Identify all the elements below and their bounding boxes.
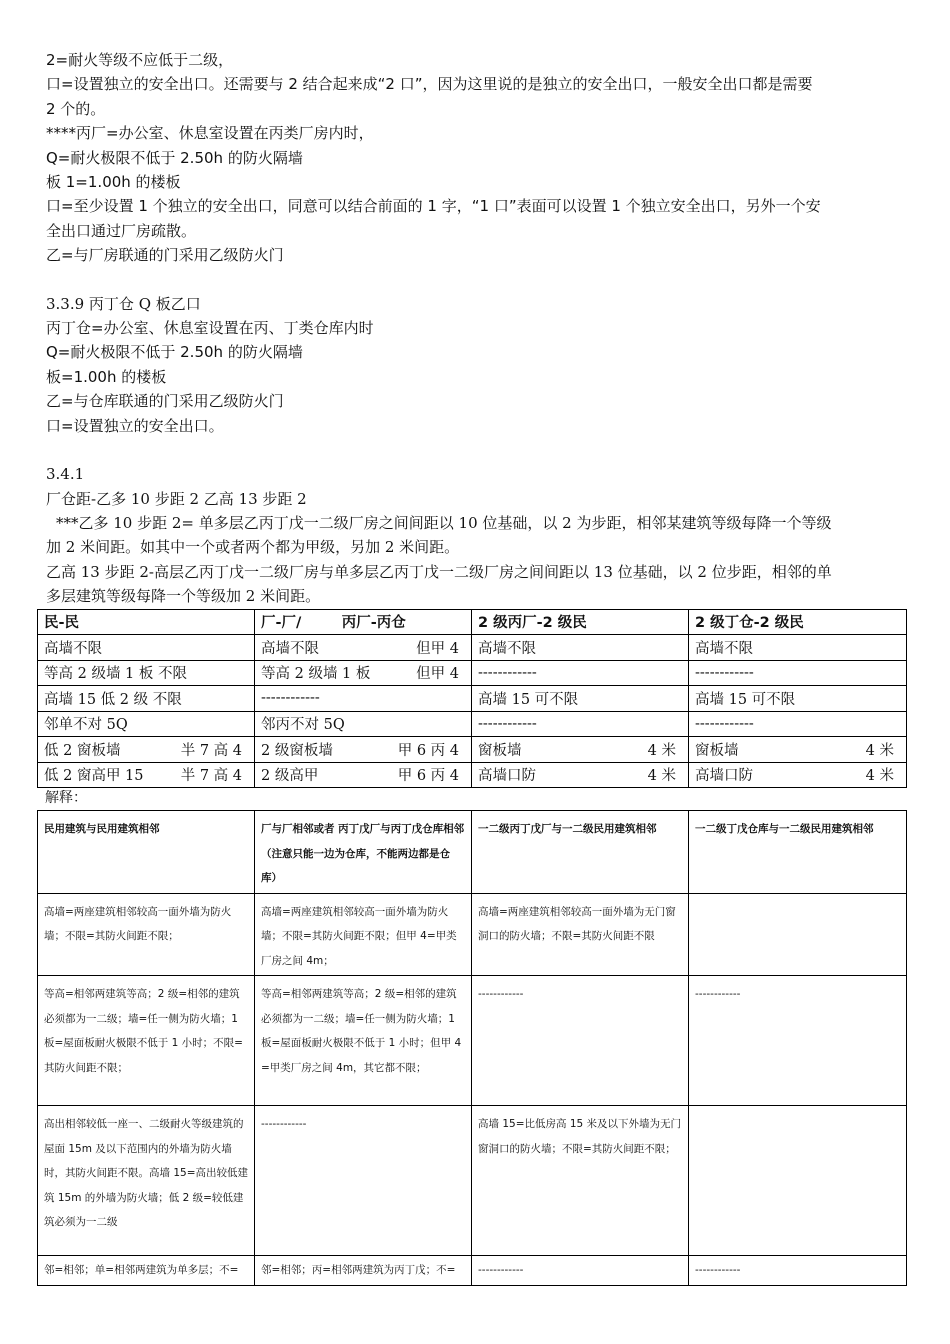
table-cell: ------------ [689, 976, 907, 1106]
cell-text: 高墙 15 低 2 级 不限 [44, 691, 182, 708]
table-cell [472, 762, 689, 788]
table-cell [689, 737, 907, 763]
document-page [46, 48, 906, 1286]
cell-text: 等高 2 级墙 1 板 [261, 666, 371, 683]
text-line: 乙=与厂房联通的门采用乙级防火门 [46, 246, 284, 265]
text-line: 口=至少设置 1 个独立的安全出口，同意可以结合前面的 1 字，“1 口”表面可以设置 1 个独立安全出口，另外一个安 [46, 197, 821, 216]
table-cell [255, 635, 472, 661]
table-cell [689, 660, 907, 686]
table-cell [38, 660, 255, 686]
table-header-cell: 厂与厂相邻或者 丙丁戊厂与丙丁戊仓库相邻（注意只能一边为仓库，不能两边都是仓库） [255, 811, 472, 894]
table-cell [255, 711, 472, 737]
cell-text: 2 级窗板墙 [261, 742, 333, 759]
table-cell [38, 686, 255, 712]
cell-text: ------------ [261, 690, 320, 707]
cell-text: 高墙 15 可不限 [695, 691, 796, 708]
cell-text: 高墙不限 [695, 640, 753, 657]
table-row [38, 686, 907, 712]
table-cell: ------------ [255, 1106, 472, 1256]
cell-text-right: 4 米 [865, 768, 894, 785]
text-line: 多层建筑等级每降一个等级加 2 米间距。 [46, 587, 321, 606]
table-cell [689, 1106, 907, 1256]
explanation-table [37, 810, 907, 1286]
table-cell [689, 711, 907, 737]
section-heading-341: 3.4.1 [46, 465, 85, 484]
table-cell [38, 711, 255, 737]
table-row [38, 1106, 907, 1256]
text-line: 2=耐火等级不应低于二级， [46, 51, 234, 69]
cell-text-right [894, 716, 900, 732]
cell-text: ------------ [478, 715, 537, 732]
table-header-row [38, 609, 907, 635]
cell-text-right [676, 688, 682, 709]
cell-text: 低 2 窗板墙 [44, 742, 121, 759]
cell-text-right [894, 665, 900, 681]
table-cell: 高出相邻较低一座一、二级耐火等级建筑的屋面 15m 及以下范围内的外墙为防火墙时，其防火间距不限。高墙 15=高出较低建筑 15m 的外墙为防火墙；低 2 级=较低建筑必须为一二级 [38, 1106, 255, 1256]
table-header-cell: 民-民 [38, 609, 255, 635]
table-row [38, 711, 907, 737]
table-row [38, 976, 907, 1106]
cell-text: ------------ [695, 664, 754, 681]
cell-text-right: 但甲 4 [416, 640, 459, 657]
cell-text: 高墙 15 可不限 [478, 691, 579, 708]
table-cell: 等高=相邻两建筑等高；2 级=相邻的建筑必须都为一二级；墙=任一侧为防火墙；1 板=屋面板耐火极限不低于 1 小时；但甲 4=甲类厂房之间 4m，其它都不限； [255, 976, 472, 1106]
table-cell [255, 762, 472, 788]
cell-text: 窗板墙 [695, 742, 739, 759]
text-line: 2 个的。 [46, 99, 106, 118]
table-cell: 邻=相邻；丙=相邻两建筑为丙丁戊；不= [255, 1256, 472, 1286]
table-cell [472, 660, 689, 686]
table-cell [689, 686, 907, 712]
cell-text: 高墙不限 [261, 640, 319, 657]
text-line: 口=设置独立的安全出口。还需要与 2 结合起来成“2 口”，因为这里说的是独立的安全出口，一般安全出口都是需要 [46, 75, 813, 94]
cell-text: 邻丙不对 5Q [261, 717, 345, 734]
cell-text-right: 甲 6 丙 4 [397, 742, 459, 759]
table-header-cell: 厂-厂/ 丙厂-丙仓 [255, 609, 472, 635]
text-line: ***乙多 10 步距 2= 单多层乙丙丁戊一二级厂房之间间距以 10 位基础，以 2 为步距，相邻某建筑等级每降一个等级 [56, 513, 832, 532]
text-line: Q=耐火极限不低于 2.50h 的防火隔墙 [46, 148, 303, 167]
table-cell: 高墙 15=比低房高 15 米及以下外墙为无门窗洞口的防火墙；不限=其防火间距不限； [472, 1106, 689, 1256]
table-header-cell: 2 级丙厂-2 级民 [472, 609, 689, 635]
table-cell: ------------ [472, 1256, 689, 1286]
table-header-cell: 一二级丙丁戊厂与一二级民用建筑相邻 [472, 811, 689, 894]
cell-text-right: 但甲 4 [416, 666, 459, 683]
cell-text-right [459, 713, 465, 734]
summary-table [37, 609, 907, 789]
cell-text-right: 半 7 高 4 [180, 742, 242, 759]
cell-text-right: 4 米 [647, 742, 676, 759]
cell-text-right [894, 637, 900, 658]
cell-text: 邻单不对 5Q [44, 717, 128, 734]
cell-text-right: 甲 6 丙 4 [397, 768, 459, 785]
text-line: 乙=与仓库联通的门采用乙级防火门 [46, 392, 284, 411]
text-line: 板=1.00h 的楼板 [46, 367, 167, 386]
table-row [38, 737, 907, 763]
cell-text-right [242, 688, 248, 709]
text-line: 乙高 13 步距 2-高层乙丙丁戊一二级厂房与单多层乙丙丁戊一二级厂房之间间距以 13 位基础，以 2 位步距，相邻的单 [46, 562, 832, 581]
cell-text-right: 4 米 [865, 742, 894, 759]
cell-text: ------------ [478, 664, 537, 681]
table-cell: 邻=相邻；单=相邻两建筑为单多层；不= [38, 1256, 255, 1286]
table-header-row [38, 811, 907, 894]
text-line: 口=设置独立的安全出口。 [46, 416, 224, 435]
text-line: 板 1=1.00h 的楼板 [46, 173, 181, 192]
table-cell [689, 762, 907, 788]
table-cell [472, 686, 689, 712]
cell-text-right [242, 662, 248, 683]
cell-text-right [242, 713, 248, 734]
cell-text: 高墙口防 [478, 768, 536, 785]
cell-text: ------------ [695, 715, 754, 732]
text-line: Q=耐火极限不低于 2.50h 的防火隔墙 [46, 343, 303, 362]
table-cell: 高墙=两座建筑相邻较高一面外墙为防火墙；不限=其防火间距不限；但甲 4=甲类厂房之间 4m； [255, 893, 472, 976]
table-cell: ------------ [689, 1256, 907, 1286]
cell-text: 高墙不限 [478, 640, 536, 657]
cell-text: 等高 2 级墙 1 板 不限 [44, 666, 187, 683]
section-heading-339: 3.3.9 丙丁仓 Q 板乙口 [46, 294, 201, 313]
cell-text-right [676, 665, 682, 681]
table-cell [38, 635, 255, 661]
cell-text: 高墙口防 [695, 768, 753, 785]
cell-text-right [459, 690, 465, 706]
table-header-cell: 民用建筑与民用建筑相邻 [38, 811, 255, 894]
cell-text: 低 2 窗高甲 15 [44, 768, 144, 785]
table-row [38, 660, 907, 686]
table-cell [255, 737, 472, 763]
cell-text-right: 半 7 高 4 [180, 768, 242, 785]
table-cell [689, 635, 907, 661]
text-line: 加 2 米间距。如其中一个或者两个都为甲级，另加 2 米间距。 [46, 538, 460, 557]
table-cell [472, 737, 689, 763]
table-cell [472, 711, 689, 737]
explanation-label: 解释： [45, 790, 87, 807]
cell-text-right [242, 637, 248, 658]
cell-text-right [676, 637, 682, 658]
table-cell [255, 660, 472, 686]
table-cell: 高墙=两座建筑相邻较高一面外墙为防火墙；不限=其防火间距不限； [38, 893, 255, 976]
text-line: 丙丁仓=办公室、休息室设置在丙、丁类仓库内时 [46, 319, 374, 338]
table-row [38, 1256, 907, 1286]
table-cell [38, 762, 255, 788]
table-header-cell: 2 级丁仓-2 级民 [689, 609, 907, 635]
table-cell [472, 635, 689, 661]
table-cell [38, 737, 255, 763]
table-header-cell: 一二级丁戊仓库与一二级民用建筑相邻 [689, 811, 907, 894]
table-cell [689, 893, 907, 976]
table-cell: 高墙=两座建筑相邻较高一面外墙为无门窗洞口的防火墙；不限=其防火间距不限 [472, 893, 689, 976]
cell-text: 窗板墙 [478, 742, 522, 759]
text-line: 全出口通过厂房疏散。 [46, 221, 197, 240]
cell-text-right: 4 米 [647, 768, 676, 785]
table-cell: 等高=相邻两建筑等高；2 级=相邻的建筑必须都为一二级；墙=任一侧为防火墙；1 板=屋面板耐火极限不低于 1 小时；不限=其防火间距不限； [38, 976, 255, 1106]
table-row [38, 635, 907, 661]
table-cell: ------------ [472, 976, 689, 1106]
cell-text-right [894, 688, 900, 709]
table-row [38, 762, 907, 788]
table-cell [255, 686, 472, 712]
cell-text-right [676, 716, 682, 732]
text-line: 厂仓距-乙多 10 步距 2 乙高 13 步距 2 [46, 489, 307, 508]
table-row [38, 893, 907, 976]
text-line: ****丙厂=办公室、休息室设置在丙类厂房内时， [46, 124, 374, 143]
cell-text: 高墙不限 [44, 640, 102, 657]
cell-text: 2 级高甲 [261, 768, 319, 785]
